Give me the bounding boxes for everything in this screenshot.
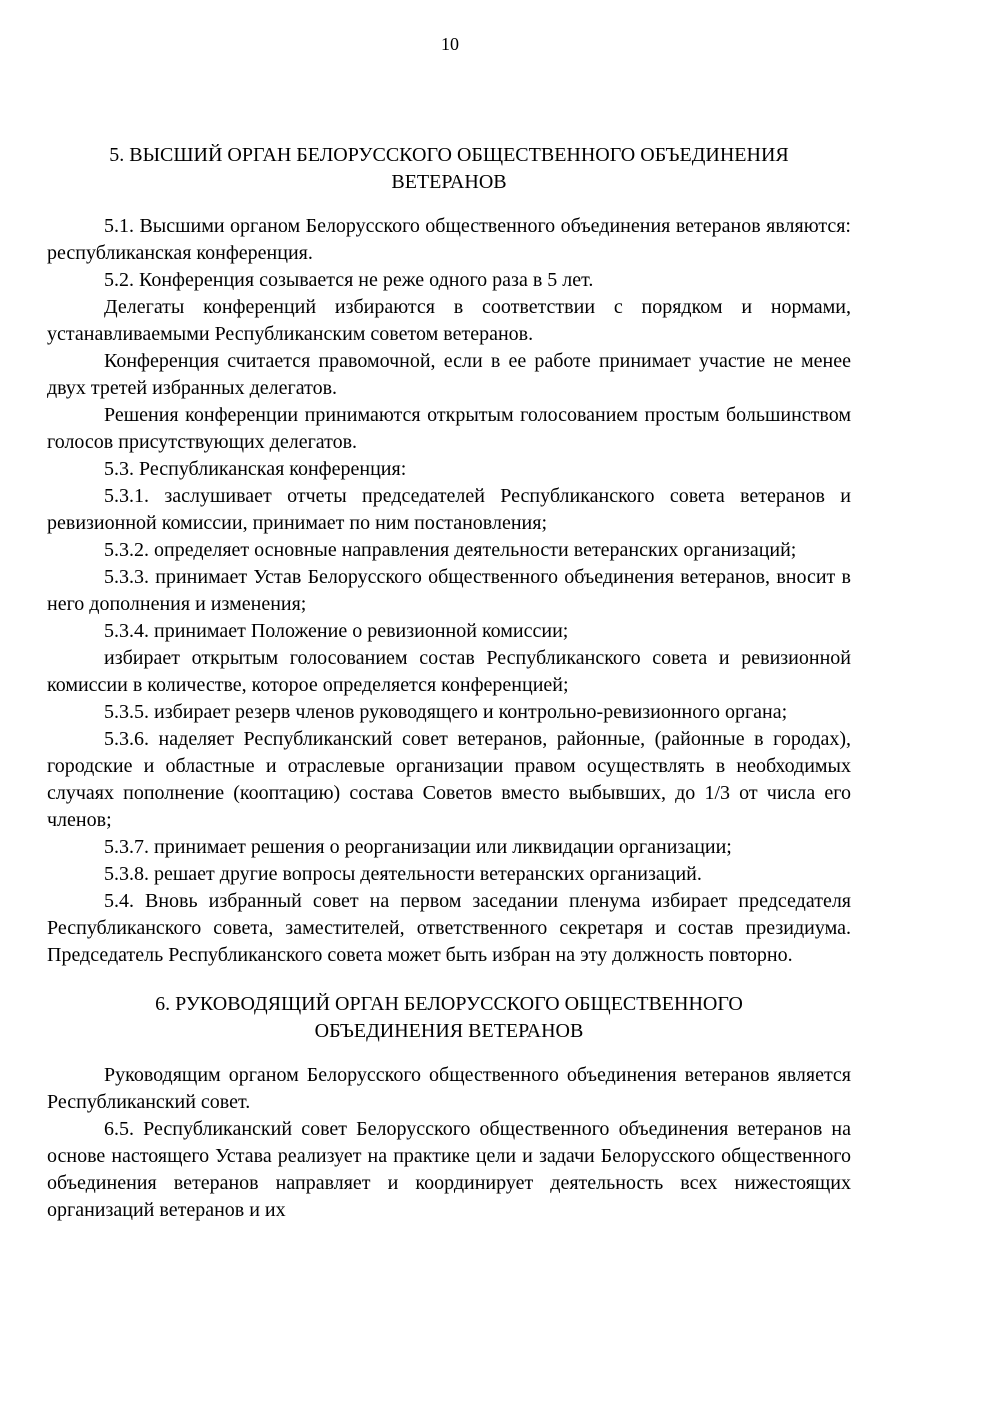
paragraph-5-1: 5.1. Высшими органом Белорусского общественного объединения ветеранов являются: республиканская конференция. (47, 215, 851, 264)
paragraph-5-3-8: 5.3.8. решает другие вопросы деятельности ветеранских организаций. (104, 863, 702, 885)
paragraph-decisions: Решения конференции принимаются открытым голосованием простым большинством голосов присутствующих делегатов. (47, 404, 851, 453)
page-number: 10 (441, 34, 459, 54)
section-6-heading (47, 991, 851, 1045)
paragraph-5-3-1: 5.3.1. заслушивает отчеты председателей Республиканского совета ветеранов и ревизионной комиссии, принимает по ним постановления; (47, 485, 851, 534)
section-6-heading-line2: ОБЪЕДИНЕНИЯ ВЕТЕРАНОВ (314, 1020, 584, 1042)
document-body (47, 142, 851, 1224)
paragraph-5-3-3: 5.3.3. принимает Устав Белорусского общественного объединения ветеранов, вносит в него дополнения и изменения; (47, 566, 851, 615)
paragraph-5-3-5: 5.3.5. избирает резерв членов руководящего и контрольно-ревизионного органа; (104, 701, 788, 723)
paragraph-5-2: 5.2. Конференция созывается не реже одного раза в 5 лет. (104, 269, 594, 291)
paragraph-elects: избирает открытым голосованием состав Республиканского совета и ревизионной комиссии в количестве, которое определяется конференцией; (47, 647, 851, 696)
paragraph-5-3-2: 5.3.2. определяет основные направления деятельности ветеранских организаций; (104, 539, 797, 561)
paragraph-governing-body: Руководящим органом Белорусского общественного объединения ветеранов является Республиканский совет. (47, 1064, 851, 1113)
section-5-heading (47, 142, 851, 196)
paragraph-6-5: 6.5. Республиканский совет Белорусского общественного объединения ветеранов на основе настоящего Устава реализует на практике цели и задачи Белорусского общественного объединения ветеранов направляет и координирует деятельность всех нижестоящих организаций ветеранов и их (47, 1118, 851, 1221)
paragraph-5-3: 5.3. Республиканская конференция: (104, 458, 407, 480)
paragraph-5-3-6: 5.3.6. наделяет Республиканский совет ветеранов, районные, (районные в городах), городские и областные и отраслевые организации правом осуществлять в необходимых случаях пополнение (кооптацию) состава Советов вместо выбывших, до 1/3 от числа его членов; (47, 728, 851, 831)
section-5-heading-line2: ВЕТЕРАНОВ (391, 171, 507, 193)
section-5-heading-line1: 5. ВЫСШИЙ ОРГАН БЕЛОРУССКОГО ОБЩЕСТВЕННОГО ОБЪЕДИНЕНИЯ (109, 144, 789, 166)
paragraph-5-3-7: 5.3.7. принимает решения о реорганизации или ликвидации организации; (104, 836, 732, 858)
section-6-heading-line1: 6. РУКОВОДЯЩИЙ ОРГАН БЕЛОРУССКОГО ОБЩЕСТВЕННОГО (155, 993, 743, 1015)
paragraph-5-4: 5.4. Вновь избранный совет на первом заседании пленума избирает председателя Республиканского совета, заместителей, ответственного секретаря и состав президиума. Председатель Республиканского совета может быть избран на эту должность повторно. (47, 890, 851, 966)
paragraph-delegates: Делегаты конференций избираются в соответствии с порядком и нормами, устанавливаемыми Республиканским советом ветеранов. (47, 296, 851, 345)
paragraph-quorum: Конференция считается правомочной, если в ее работе принимает участие не менее двух третей избранных делегатов. (47, 350, 851, 399)
paragraph-5-3-4: 5.3.4. принимает Положение о ревизионной комиссии; (104, 620, 569, 642)
